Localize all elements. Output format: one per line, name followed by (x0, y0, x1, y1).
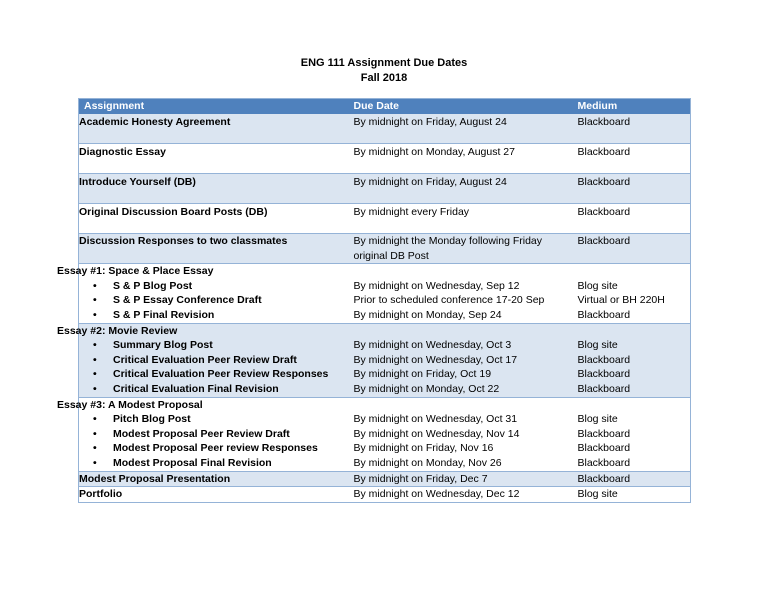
due-date: By midnight on Wednesday, Oct 3 (353, 339, 512, 352)
list-item: • Modest Proposal Peer Review Draft (93, 427, 354, 442)
table-header-row (79, 99, 691, 115)
document-header (0, 56, 768, 86)
table-row (79, 471, 691, 487)
header-assignment: Assignment (79, 99, 354, 115)
medium: Blackboard (577, 456, 631, 469)
medium: Blackboard (577, 368, 631, 381)
due-date-cell: By midnight on Friday, August 24 (354, 114, 578, 144)
list-item: • Modest Proposal Peer review Responses (93, 441, 354, 456)
list-item: • S & P Blog Post (93, 279, 354, 294)
due-date: By midnight on Monday, Oct 22 (353, 382, 500, 395)
due-date-cell: By midnight on Friday, August 24 (354, 174, 578, 204)
medium: Blackboard (577, 353, 631, 366)
sub-assignment-list (79, 412, 354, 470)
table-row (79, 144, 691, 174)
due-date-cell (354, 323, 578, 397)
due-date: By midnight on Wednesday, Sep 12 (353, 279, 520, 292)
table-row-group-essay-3 (79, 397, 691, 471)
due-date-cell (354, 264, 578, 323)
document-title: ENG 111 Assignment Due Dates (300, 57, 468, 69)
assignment-cell: Discussion Responses to two classmates (79, 234, 354, 264)
medium-cell: Blackboard (578, 144, 691, 174)
due-date: Prior to scheduled conference 17-20 Sep (353, 294, 545, 307)
table-row (79, 487, 691, 503)
due-date: By midnight on Wednesday, Oct 31 (353, 413, 518, 426)
assignment-cell: Modest Proposal Presentation (79, 471, 354, 487)
due-date-cell: By midnight on Friday, Dec 7 (354, 471, 578, 487)
list-item: • Modest Proposal Final Revision (93, 456, 354, 471)
table-row (79, 234, 691, 264)
due-date: By midnight on Wednesday, Oct 17 (353, 353, 518, 366)
medium-cell: Blackboard (578, 114, 691, 144)
medium-cell: Blackboard (578, 471, 691, 487)
medium: Blackboard (577, 427, 631, 440)
due-date-cell: By midnight on Wednesday, Dec 12 (354, 487, 578, 503)
assignment-cell: Portfolio (79, 487, 354, 503)
list-item: • Pitch Blog Post (93, 412, 354, 427)
medium-cell (578, 323, 691, 397)
list-item: • Critical Evaluation Peer Review Responses (93, 367, 354, 382)
table-row-group-essay-2 (79, 323, 691, 397)
table-row (79, 204, 691, 234)
list-item: • Critical Evaluation Final Revision (93, 382, 354, 397)
due-date: By midnight on Wednesday, Nov 14 (353, 427, 520, 440)
medium: Blog site (577, 279, 618, 292)
header-due-date: Due Date (354, 99, 578, 115)
assignment-cell: Diagnostic Essay (79, 144, 354, 174)
table-row-group-essay-1 (79, 264, 691, 323)
medium-cell (578, 397, 691, 471)
group-title: Essay #2: Movie Review (57, 324, 178, 337)
list-item: • S & P Final Revision (93, 308, 354, 323)
assignment-cell (57, 397, 354, 471)
group-title: Essay #3: A Modest Proposal (57, 398, 203, 411)
medium: Blackboard (577, 382, 631, 395)
document-subtitle: Fall 2018 (360, 72, 408, 84)
assignment-cell (57, 323, 354, 397)
assignment-cell: Original Discussion Board Posts (DB) (79, 204, 354, 234)
due-dates-table (57, 98, 691, 503)
table-row (79, 174, 691, 204)
due-date-cell: By midnight on Monday, August 27 (354, 144, 578, 174)
due-date-cell (354, 397, 578, 471)
medium-cell: Blackboard (578, 234, 691, 264)
sub-assignment-list (79, 338, 354, 396)
list-item: • Critical Evaluation Peer Review Draft (93, 353, 354, 368)
assignment-cell: Academic Honesty Agreement (79, 114, 354, 144)
due-date-cell: By midnight the Monday following Friday original DB Post (354, 234, 578, 264)
sub-assignment-list (79, 279, 354, 323)
due-date: By midnight on Friday, Nov 16 (353, 442, 494, 455)
medium: Virtual or BH 220H (577, 294, 665, 307)
table-row (79, 114, 691, 144)
medium-cell: Blackboard (578, 174, 691, 204)
medium-cell: Blackboard (578, 204, 691, 234)
due-date: By midnight on Monday, Nov 26 (353, 456, 502, 469)
due-date: By midnight on Friday, Oct 19 (353, 368, 492, 381)
assignment-cell (57, 264, 354, 323)
list-item: • S & P Essay Conference Draft (93, 293, 354, 308)
medium: Blog site (577, 339, 618, 352)
assignment-cell: Introduce Yourself (DB) (79, 174, 354, 204)
medium: Blog site (577, 413, 618, 426)
list-item: • Summary Blog Post (93, 338, 354, 353)
due-date-cell: By midnight every Friday (354, 204, 578, 234)
medium-cell: Blog site (578, 487, 691, 503)
header-medium: Medium (578, 99, 691, 115)
group-title: Essay #1: Space & Place Essay (57, 265, 214, 278)
medium-cell (578, 264, 691, 323)
medium: Blackboard (577, 442, 631, 455)
medium: Blackboard (577, 308, 631, 321)
due-date: By midnight on Monday, Sep 24 (353, 308, 502, 321)
